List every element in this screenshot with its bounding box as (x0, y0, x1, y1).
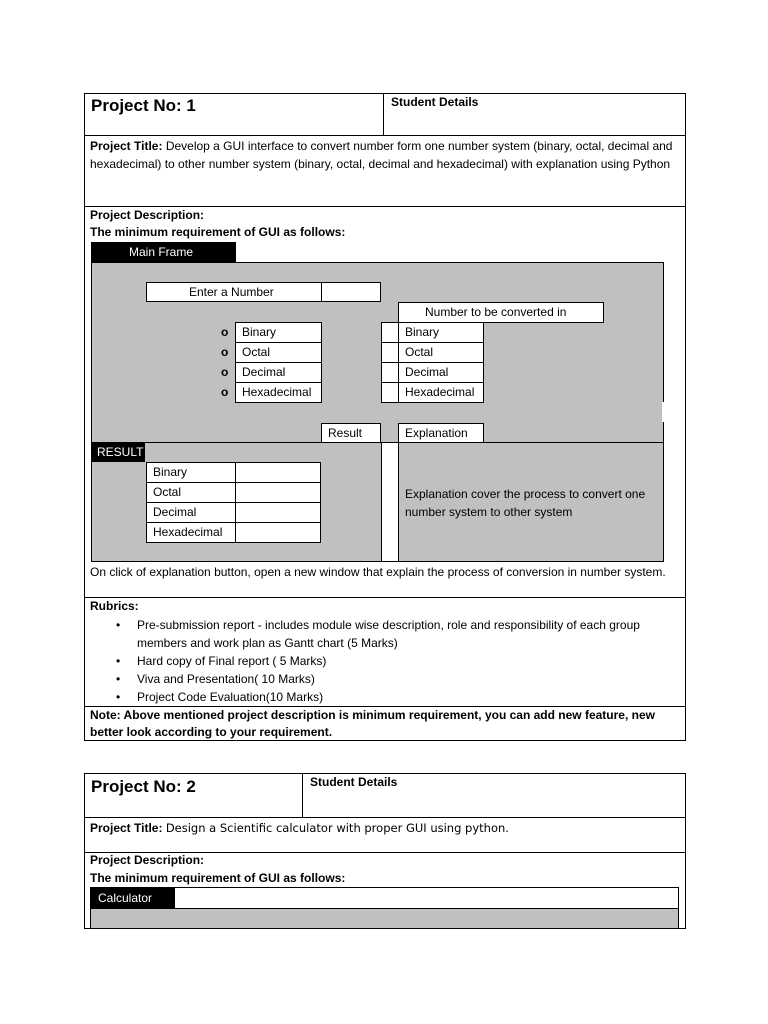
project-2-title-block (90, 819, 680, 837)
to-option-octal[interactable]: Octal (398, 342, 484, 363)
project-2-title-text: Design a Scientific calculator with proper GUI using python. (165, 821, 509, 835)
from-option-binary[interactable]: Binary (235, 322, 322, 343)
project-1-header: Project No: 1 (91, 96, 196, 115)
result-row-hexadecimal-value (235, 522, 321, 543)
main-frame-bar (91, 242, 236, 262)
bullet: • (116, 690, 121, 704)
rubric-text: Hard copy of Final report ( 5 Marks) (137, 654, 327, 668)
to-checkbox-octal[interactable] (381, 342, 399, 363)
project-1-title-block (90, 137, 680, 173)
bullet: • (116, 672, 121, 686)
result-row-octal-value (235, 482, 321, 503)
from-bullet: o (221, 385, 229, 399)
project-2-header: Project No: 2 (91, 777, 196, 796)
result-row-decimal-value (235, 502, 321, 523)
to-checkbox-decimal[interactable] (381, 362, 399, 383)
result-row-binary-label: Binary (146, 462, 236, 483)
explanation-area-gap (382, 443, 398, 561)
explanation-button[interactable]: Explanation (398, 423, 484, 443)
panel-notch (662, 402, 668, 422)
result-button[interactable]: Result (321, 423, 381, 443)
result-bar (91, 443, 145, 462)
project-1-min-req: The minimum requirement of GUI as follows: (90, 225, 346, 239)
convert-to-header: Number to be converted in (398, 302, 604, 323)
calculator-bar (91, 888, 175, 908)
project-1-student-details: Student Details (391, 95, 479, 109)
project-1-note: Note: Above mentioned project description is minimum requirement, you can add new feature, new better look according to your requirement. (90, 708, 655, 739)
rubric-item (90, 652, 680, 670)
rubrics-label: Rubrics: (90, 599, 139, 613)
to-option-decimal[interactable]: Decimal (398, 362, 484, 383)
project-2-title-label: Project Title: (90, 821, 163, 835)
from-bullet: o (221, 345, 229, 359)
project-2-description-label: Project Description: (90, 853, 205, 867)
project-1-title-label: Project Title: (90, 139, 163, 153)
project-2-min-req: The minimum requirement of GUI as follows: (90, 871, 346, 885)
enter-number-input[interactable] (321, 282, 381, 302)
to-checkbox-binary[interactable] (381, 322, 399, 343)
from-bullet: o (221, 325, 229, 339)
rubric-item (90, 616, 680, 652)
result-row-octal-label: Octal (146, 482, 236, 503)
calculator-title: Calculator (98, 891, 153, 905)
to-option-binary[interactable]: Binary (398, 322, 484, 343)
rubric-item (90, 670, 680, 688)
rubric-item (90, 688, 680, 706)
project-2-student-details: Student Details (310, 775, 398, 789)
result-bar-label: RESULT (97, 445, 144, 459)
main-frame-title: Main Frame (129, 245, 194, 259)
result-row-hexadecimal-label: Hexadecimal (146, 522, 236, 543)
bullet: • (116, 618, 121, 632)
from-bullet: o (221, 365, 229, 379)
project-1-description-label: Project Description: (90, 208, 205, 222)
rubrics-list (90, 616, 680, 706)
from-option-decimal[interactable]: Decimal (235, 362, 322, 383)
project-1-title-text: Develop a GUI interface to convert number form one number system (binary, octal, decimal and hexadecimal) to other number system (binary, octal, decimal and hexadecimal) with explanation using Python (90, 139, 673, 171)
from-option-octal[interactable]: Octal (235, 342, 322, 363)
rubric-text: Viva and Presentation( 10 Marks) (137, 672, 315, 686)
to-checkbox-hexadecimal[interactable] (381, 382, 399, 403)
bullet: • (116, 654, 121, 668)
result-row-decimal-label: Decimal (146, 502, 236, 523)
to-option-hexadecimal[interactable]: Hexadecimal (398, 382, 484, 403)
result-row-binary-value (235, 462, 321, 483)
rubric-text: Pre-submission report - includes module wise description, role and responsibility of each group members and work plan as Gantt chart (5 Marks) (137, 618, 640, 650)
rubric-text: Project Code Evaluation(10 Marks) (137, 690, 324, 704)
from-option-hexadecimal[interactable]: Hexadecimal (235, 382, 322, 403)
calculator-panel (91, 909, 678, 928)
enter-number-label: Enter a Number (146, 282, 322, 302)
explanation-text: Explanation cover the process to convert one number system to other system (405, 487, 646, 519)
onclick-note: On click of explanation button, open a new window that explain the process of conversion in number system. (90, 565, 666, 579)
